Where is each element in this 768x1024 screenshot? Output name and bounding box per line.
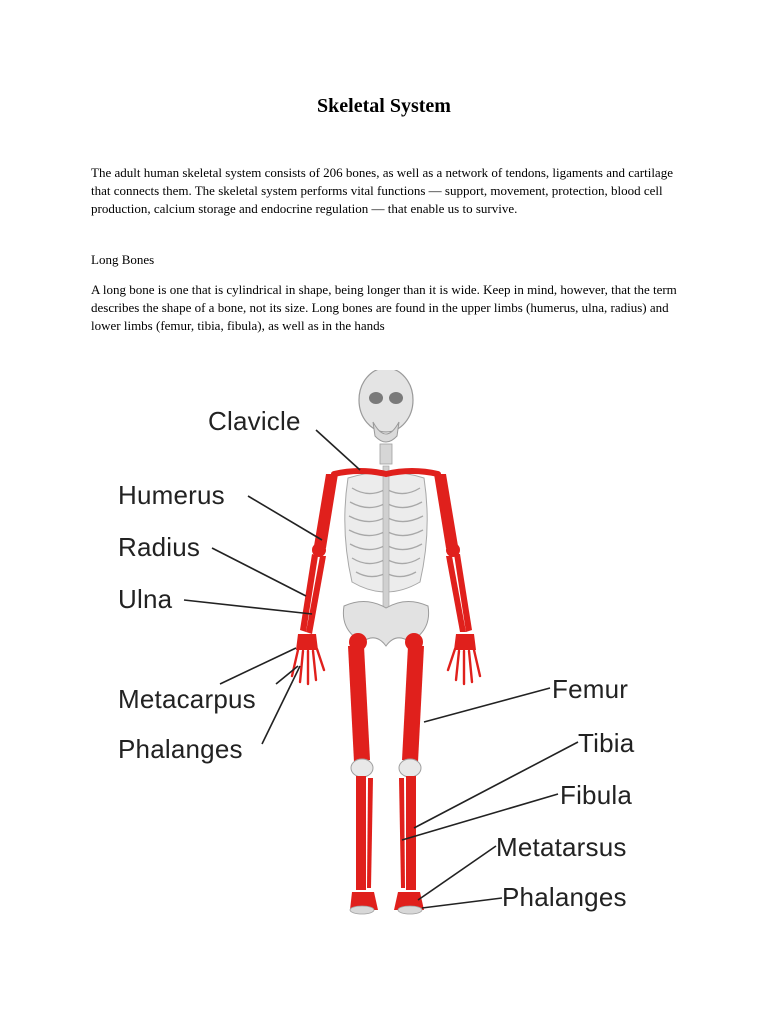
- label-fibula: Fibula: [560, 780, 633, 810]
- label-clavicle: Clavicle: [208, 406, 301, 436]
- arm-left: [292, 474, 338, 684]
- arm-right: [434, 474, 480, 684]
- clavicle-bone: [334, 471, 438, 474]
- skull: [359, 370, 413, 464]
- label-humerus: Humerus: [118, 480, 225, 510]
- page-title: Skeletal System: [317, 95, 451, 117]
- intro-paragraph: The adult human skeletal system consists of 206 bones, as well as a network of tendons, ligaments and cartilage that connects them. The skeletal system performs vital functions — support, movement, protection, blood cell production, calcium storage and endocrine regulation — that enable us to survive.: [91, 165, 673, 216]
- label-phalanges-foot: Phalanges: [502, 882, 627, 912]
- label-radius: Radius: [118, 532, 201, 562]
- label-phalanges-hand: Phalanges: [118, 734, 243, 764]
- label-metacarpus: Metacarpus: [118, 684, 256, 714]
- label-metatarsus: Metatarsus: [496, 832, 627, 862]
- leg-right: [394, 633, 424, 914]
- label-femur: Femur: [552, 674, 629, 704]
- label-ulna: Ulna: [118, 584, 173, 614]
- label-tibia: Tibia: [578, 728, 635, 758]
- long-bones-paragraph: A long bone is one that is cylindrical in shape, being longer than it is wide. Keep in mind, however, that the term describes the shape of a bone, not its size. Long bones are found in the upper limbs (humerus, ulna, radius) and lower limbs (femur, tibia, fibula), as well as in the hands: [91, 282, 677, 333]
- section-heading-long-bones: Long Bones: [91, 252, 155, 267]
- leg-left: [348, 633, 378, 914]
- skeleton-figure: [100, 370, 660, 930]
